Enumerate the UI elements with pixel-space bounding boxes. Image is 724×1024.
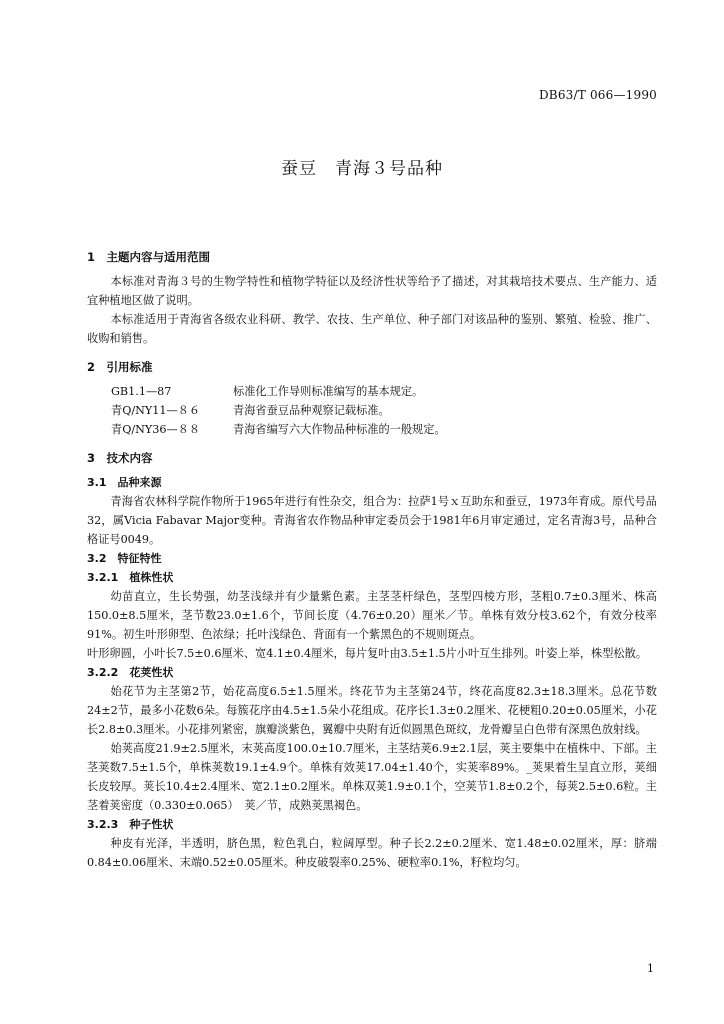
section-3-2-1-para-2: 叶形卵圆，小叶长7.5±0.6厘米、宽4.1±0.4厘米，每片复叶由3.5±1.5片小叶互生排列。叶姿上举，株型松散。 [87, 647, 648, 660]
reference-code: 青Q/NY11—８６ [111, 404, 201, 417]
reference-title: 青海省蚕豆品种观察记载标准。 [233, 404, 390, 417]
section-3-2-1-heading: 3.2.1 植株性状 [87, 571, 174, 584]
reference-title: 青海省编写六大作物品种标准的一般规定。 [233, 423, 446, 436]
section-1-heading: 1 主题内容与适用范围 [87, 250, 211, 264]
document-title: 蚕豆 青海３号品种 [281, 159, 443, 179]
standard-code: DB63/T 066—1990 [538, 88, 657, 102]
page-number: 1 [647, 962, 654, 975]
reference-code: GB1.1—87 [111, 385, 172, 398]
reference-row [111, 401, 657, 420]
section-3-2-3-para: 种皮有光泽，半透明，脐色黑，粒色乳白，粒阔厚型。种子长2.2±0.2厘米、宽1.48±0.02厘米，厚：脐端0.84±0.06厘米、末端0.52±0.05厘米。种皮破裂率0.25%、硬粒率0.1%，籽粒均匀。 [87, 837, 657, 869]
section-3-2-2-para-1: 始花节为主茎第2节，始花高度6.5±1.5厘米。终花节为主茎第24节，终花高度82.3±18.3厘米。总花节数24±2节，最多小花数6朵。每簇花序由4.5±1.5朵小花组成。花序长1.3±0.2厘米、花梗粗0.20±0.05厘米，小花长2.8±0.3厘米。小花排列紧密，旗瓣淡紫色，翼瓣中央附有近似圆黑色斑纹，龙骨瓣呈白色带有深黑色放射线。 [87, 685, 657, 736]
document-body [87, 238, 657, 872]
section-3-2-1-para-1: 幼苗直立，生长势强，幼茎浅绿并有少量紫色素。主茎茎杆绿色，茎型四棱方形，茎粗0.7±0.3厘米、株高150.0±8.5厘米，茎节数23.0±1.6个，节间长度（4.76±0.20）厘米／节。单株有效分枝3.62个，有效分枝率91%。初生叶形卵型、色浓绿；托叶浅绿色、背面有一个紫黑色的不规则斑点。 [87, 590, 657, 641]
section-3-1-para: 青海省农林科学院作物所于1965年进行有性杂交，组合为：拉萨1号ｘ互助东和蚕豆，1973年育成。原代号品32，属Vicia Fabavar Major变种。青海省农作物品种审定委员会于1981年6月审定通过，定名青海3号，品种合格证号0049。 [87, 495, 657, 546]
section-1-para-2: 本标准适用于青海省各级农业科研、教学、农技、生产单位、种子部门对该品种的鉴别、繁殖、检验、推广、收购和销售。 [87, 313, 657, 345]
section-3-2-3-heading: 3.2.3 种子性状 [87, 818, 174, 831]
reference-title: 标准化工作导则标准编写的基本规定。 [233, 385, 424, 398]
reference-row [111, 382, 657, 401]
section-3-heading: 3 技术内容 [87, 451, 153, 465]
reference-code: 青Q/NY36—８８ [111, 423, 201, 436]
section-3-2-2-heading: 3.2.2 花荚性状 [87, 666, 174, 679]
section-3-1-heading: 3.1 品种来源 [87, 476, 162, 489]
section-1-para-1: 本标准对青海３号的生物学特性和植物学特征以及经济性状等给予了描述，对其栽培技术要点、生产能力、适宜种植地区做了说明。 [87, 275, 657, 307]
reference-row [111, 420, 657, 439]
section-2-heading: 2 引用标准 [87, 360, 153, 374]
section-3-2-2-para-2: 始荚高度21.9±2.5厘米，末荚高度100.0±10.7厘米，主茎结荚6.9±2.1层，荚主要集中在植株中、下部。主茎荚数7.5±1.5个，单株荚数19.1±4.9个。单株有效荚17.04±1.40个，实荚率89%。_荚果着生呈直立形，荚细长皮较厚。荚长10.4±2.4厘米、宽2.1±0.2厘米。单株双荚1.9±0.1个，空荚节1.8±0.2个，每荚2.5±0.6粒。主茎着荚密度（0.330±0.065） 荚／节，成熟荚黑褐色。 [87, 742, 657, 812]
section-3-2-heading: 3.2 特征特性 [87, 552, 162, 565]
